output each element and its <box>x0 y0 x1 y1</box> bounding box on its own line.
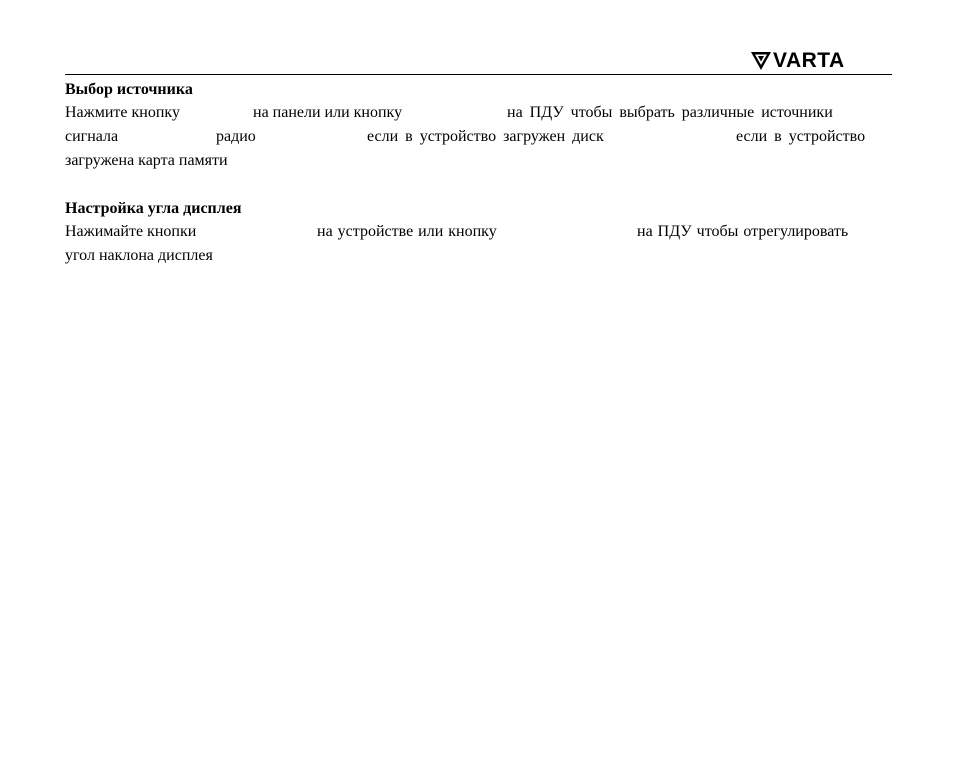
header-divider <box>65 74 892 75</box>
logo-text: VARTA <box>773 49 845 72</box>
angle-line1-part-a: Нажимайте кнопки <box>65 223 197 240</box>
source-line2-part-b: радио <box>216 128 256 145</box>
source-paragraph-line-3: загружена карта памяти <box>65 152 228 169</box>
source-line2-part-a: сигнала <box>65 128 119 145</box>
angle-line1-part-b: на устройстве или кнопку <box>317 223 497 240</box>
source-line2-part-d: если в устройство <box>736 128 866 145</box>
varta-v-icon <box>750 51 772 71</box>
angle-line1-part-c: на ПДУ чтобы отрегулировать <box>637 223 849 240</box>
source-line1-part-c: на ПДУ чтобы выбрать различные источники <box>507 104 833 121</box>
source-line2-part-c: если в устройство загружен диск <box>367 128 604 145</box>
section-title-angle: Настройка угла дисплея <box>65 200 242 217</box>
source-paragraph-line-2 <box>65 125 892 149</box>
source-line1-part-b: на панели или кнопку <box>253 104 403 121</box>
section-title-source: Выбор источника <box>65 81 193 98</box>
angle-paragraph-line-1 <box>65 220 892 244</box>
angle-paragraph-line-2: угол наклона дисплея <box>65 247 213 264</box>
source-line1-part-a: Нажмите кнопку <box>65 104 180 121</box>
source-paragraph-line-1 <box>65 101 892 125</box>
varta-logo <box>750 50 845 72</box>
